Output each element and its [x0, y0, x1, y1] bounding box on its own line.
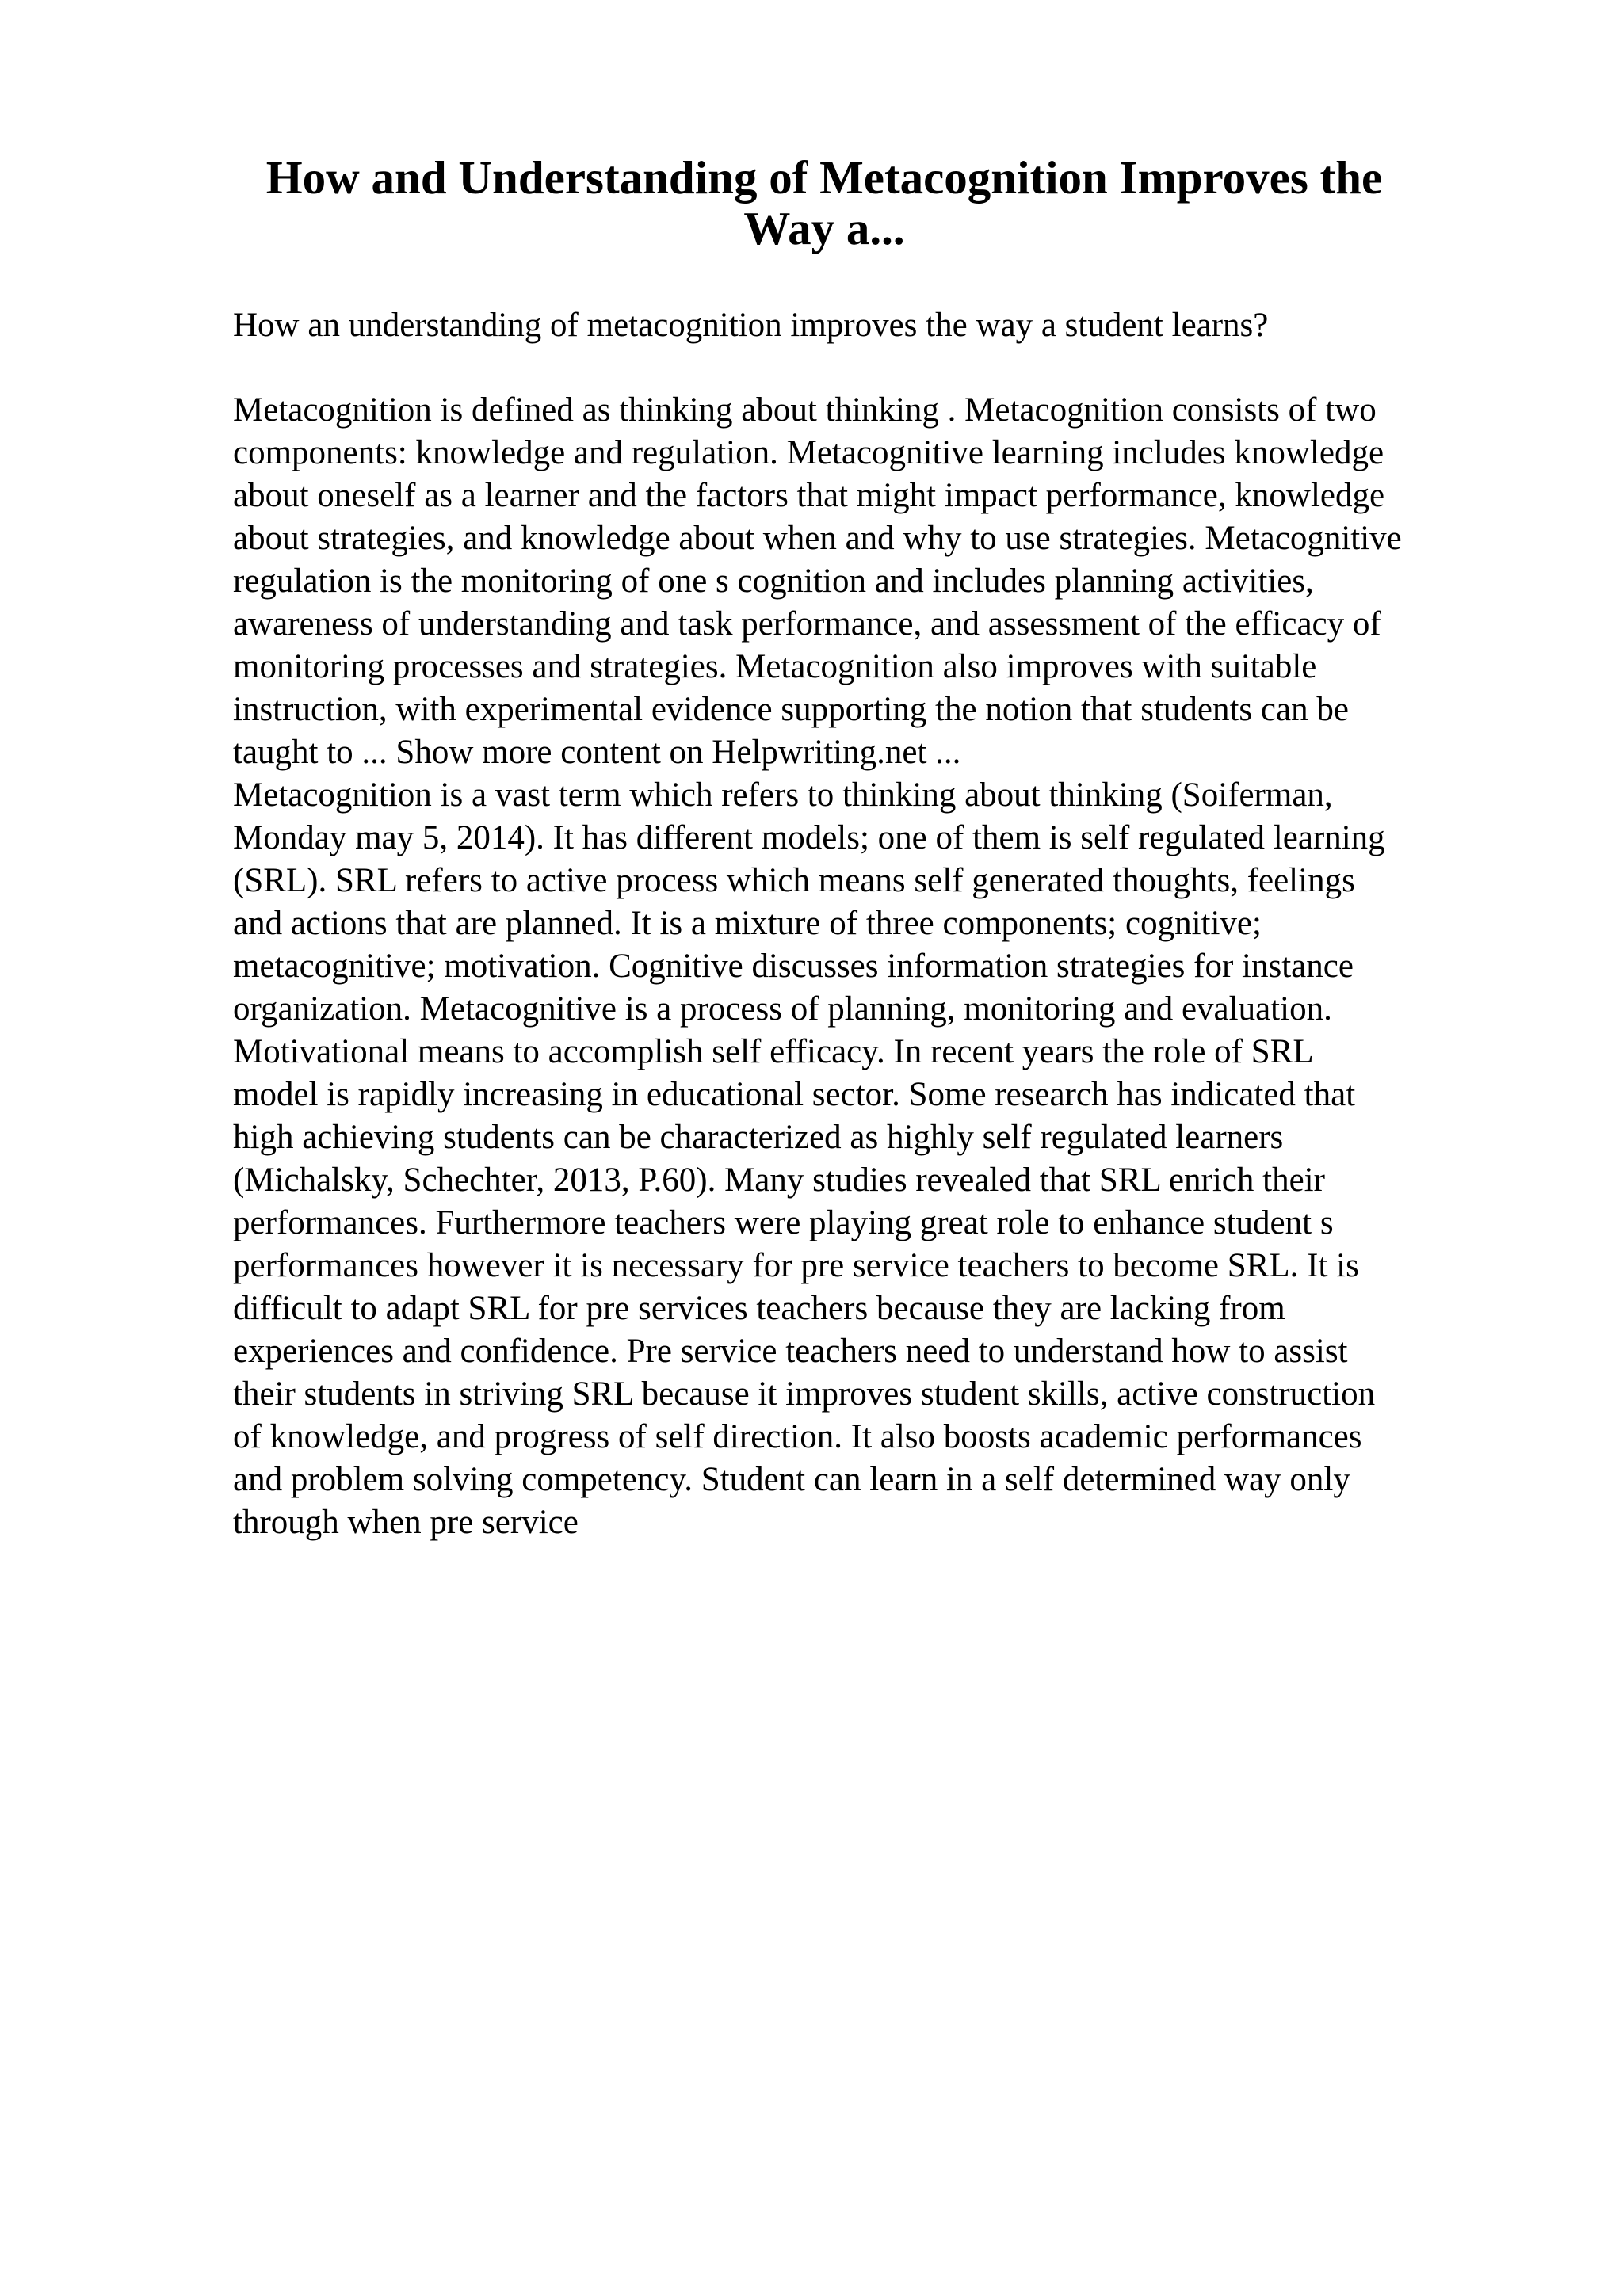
title-line: Way a...: [743, 202, 905, 254]
body-line: experiences and confidence. Pre service teachers need to understand how to assist: [233, 1333, 1348, 1370]
body-line: (SRL). SRL refers to active process which means self generated thoughts, feelings: [233, 862, 1355, 899]
body-line: organization. Metacognitive is a process of planning, monitoring and evaluation.: [233, 990, 1332, 1028]
body-line: instruction, with experimental evidence supporting the notion that students can be: [233, 691, 1349, 728]
document-title: [230, 152, 1419, 254]
body-line: and problem solving competency. Student can learn in a self determined way only: [233, 1461, 1350, 1498]
body-line: about strategies, and knowledge about when and why to use strategies. Metacognitive: [233, 520, 1402, 557]
body-line: Monday may 5, 2014). It has different models; one of them is self regulated learning: [233, 819, 1385, 856]
body-line: performances. Furthermore teachers were playing great role to enhance student s: [233, 1204, 1334, 1241]
body-line: taught to ... Show more content on Helpwriting.net ...: [233, 734, 961, 771]
body-line: regulation is the monitoring of one s cognition and includes planning activities,: [233, 563, 1314, 600]
body-line: Motivational means to accomplish self efficacy. In recent years the role of SRL: [233, 1033, 1314, 1070]
body-line: components: knowledge and regulation. Metacognitive learning includes knowledge: [233, 434, 1384, 471]
body-line: Metacognition is defined as thinking about thinking . Metacognition consists of two: [233, 391, 1377, 429]
body-line: model is rapidly increasing in educational sector. Some research has indicated that: [233, 1076, 1356, 1113]
body-line: monitoring processes and strategies. Metacognition also improves with suitable: [233, 648, 1317, 685]
body-line: of knowledge, and progress of self direction. It also boosts academic performances: [233, 1418, 1362, 1455]
body-line: performances however it is necessary for pre service teachers to become SRL. It is: [233, 1247, 1359, 1284]
title-line: How and Understanding of Metacognition Improves the: [265, 151, 1383, 204]
body-line: difficult to adapt SRL for pre services teachers because they are lacking from: [233, 1290, 1285, 1327]
body-line: their students in striving SRL because it improves student skills, active construction: [233, 1375, 1376, 1413]
body-line: high achieving students can be characterized as highly self regulated learners: [233, 1119, 1284, 1156]
body-line: awareness of understanding and task performance, and assessment of the efficacy of: [233, 605, 1381, 643]
body-line: through when pre service: [233, 1504, 579, 1541]
body-line: Metacognition is a vast term which refers to thinking about thinking (Soiferman,: [233, 776, 1333, 814]
body-line: and actions that are planned. It is a mixture of three components; cognitive;: [233, 905, 1262, 942]
body-line: about oneself as a learner and the factors that might impact performance, knowledge: [233, 477, 1385, 514]
question-line: How an understanding of metacognition improves the way a student learns?: [233, 307, 1269, 344]
body-line: (Michalsky, Schechter, 2013, P.60). Many studies revealed that SRL enrich their: [233, 1161, 1325, 1199]
body-line: metacognitive; motivation. Cognitive discusses information strategies for instance: [233, 948, 1354, 985]
